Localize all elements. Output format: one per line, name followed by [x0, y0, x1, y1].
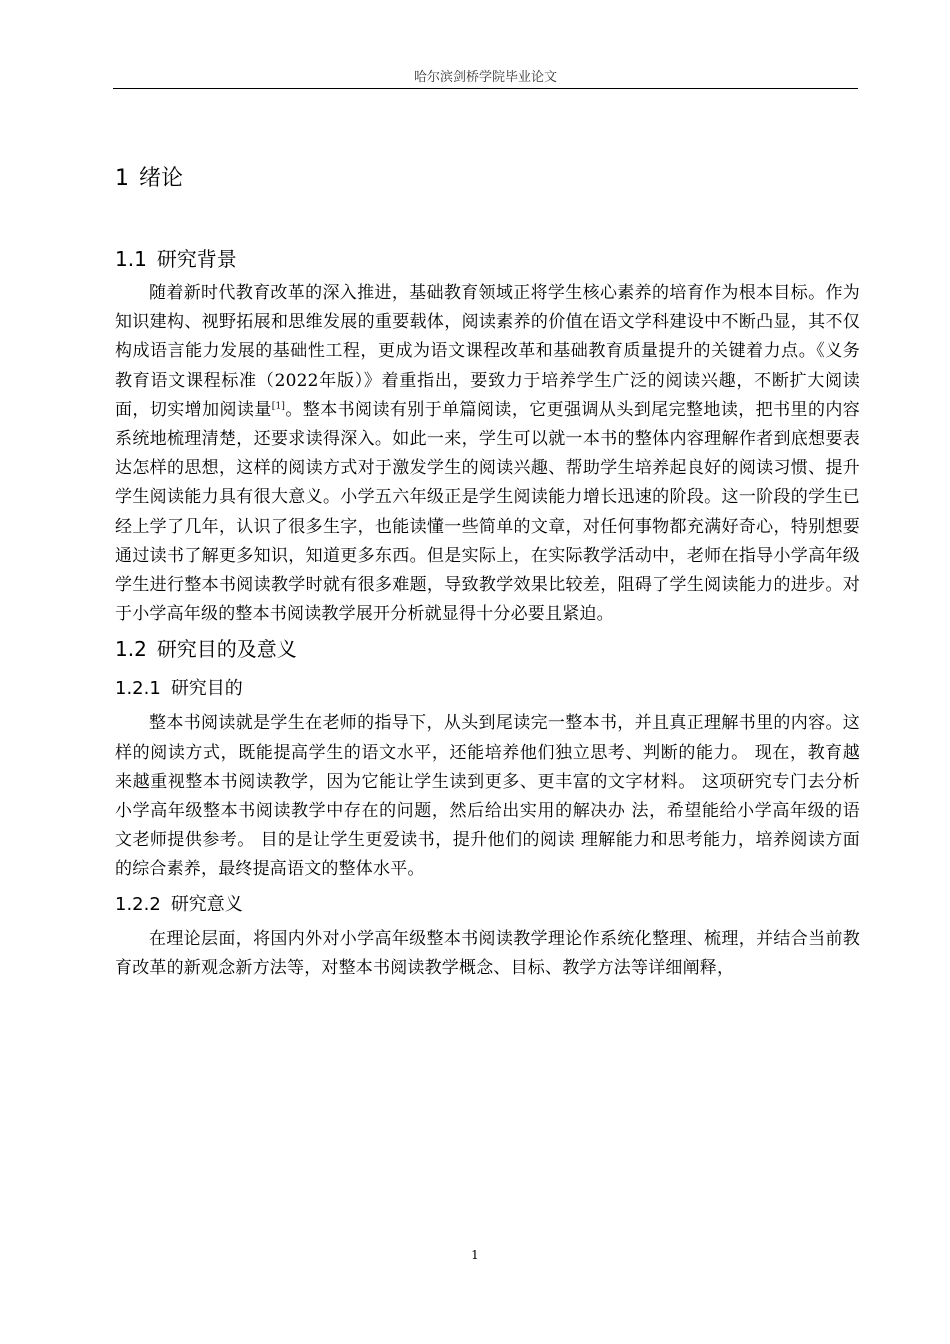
paragraph-text: 。整本书阅读有别于单篇阅读，它更强调从头到尾完整地读，把书里的内容系统地梳理清楚，还要求读得深入。如此一来，学生可以就一本书的整体内容理解作者到底想要表达怎样的思想，这样的阅读方式对于激发学生的阅读兴趣、帮助学生培养起良好的阅读习惯、提升学生阅读能力具有很大意义。小学五六年级正是学生阅读能力增长迅速的阶段。这一阶段的学生已经上学了几年，认识了很多生字，也能读懂一些简单的文章，对任何事物都充满好奇心，特别想要通过读书了解更多知识，知道更多东西。但是实际上，在实际教学活动中，老师在指导小学高年级学生进行整本书阅读教学时就有很多难题，导致教学效果比较差，阻碍了学生阅读能力的进步。对于小学高年级的整本书阅读教学展开分析就显得十分必要且紧迫。: [115, 399, 860, 625]
header-rule: [113, 88, 858, 89]
section-title: 研究目的及意义: [156, 637, 297, 662]
subsection-heading-1-2-1: [115, 669, 860, 709]
spacer: [115, 203, 860, 239]
citation-ref[interactable]: [1]: [271, 401, 286, 412]
page-body: [115, 155, 860, 983]
chapter-heading: [115, 155, 860, 203]
section-heading-1-1: [115, 239, 860, 279]
subsection-1-2-2-paragraph: 在理论层面，将国内外对小学高年级整本书阅读教学理论作系统化整理、梳理，并结合当前教育改革的新观念新方法等，对整本书阅读教学概念、目标、教学方法等详细阐释，: [115, 928, 860, 978]
section-1-1-paragraph: [115, 279, 860, 629]
subsection-number: 1.2.1: [115, 678, 161, 700]
subsection-heading-1-2-2: [115, 885, 860, 925]
chapter-number: 1: [115, 166, 129, 191]
section-title: 研究背景: [156, 247, 237, 271]
subsection-number: 1.2.2: [115, 893, 161, 915]
section-number: 1.2: [115, 637, 147, 662]
chapter-title: 绪论: [139, 166, 184, 191]
subsection-title: 研究意义: [170, 893, 243, 915]
section-number: 1.1: [115, 247, 147, 271]
paragraph-text: 随着新时代教育改革的深入推进，基础教育领域正将学生核心素养的培育作为根本目标。作为知识建构、视野拓展和思维发展的重要载体，阅读素养的价值在语文学科建设中不断凸显，其不仅构成语言能力发展的基础性工程，更成为语文课程改革和基础教育质量提升的关键着力点。《义务教育语文课程标准（2022年版）》着重指出，要致力于培养学生广泛的阅读兴趣，不断扩大阅读面，切实增加阅读量: [115, 283, 860, 420]
running-header: 哈尔滨剑桥学院毕业论文: [413, 70, 557, 85]
subsection-title: 研究目的: [170, 678, 243, 700]
page-number: 1: [471, 1248, 479, 1262]
section-heading-1-2: [115, 629, 860, 669]
subsection-1-2-1-paragraph: 整本书阅读就是学生在老师的指导下，从头到尾读完一整本书，并且真正理解书里的内容。这样的阅读方式，既能提高学生的语文水平，还能培养他们独立思考、判断的能力。 现在，教育越来越重视整本书阅读教学，因为它能让学生读到更多、更丰富的文字材料。 这项研究专门去分析小学高年级整本书阅读教学中存在的问题，然后给出实用的解决办 法，希望能给小学高年级的语文老师提供参考。 目的是让学生更爱读书，提升他们的阅读 理解能力和思考能力，培养阅读方面的综合素养，最终提高语文的整体水平。: [115, 713, 860, 880]
